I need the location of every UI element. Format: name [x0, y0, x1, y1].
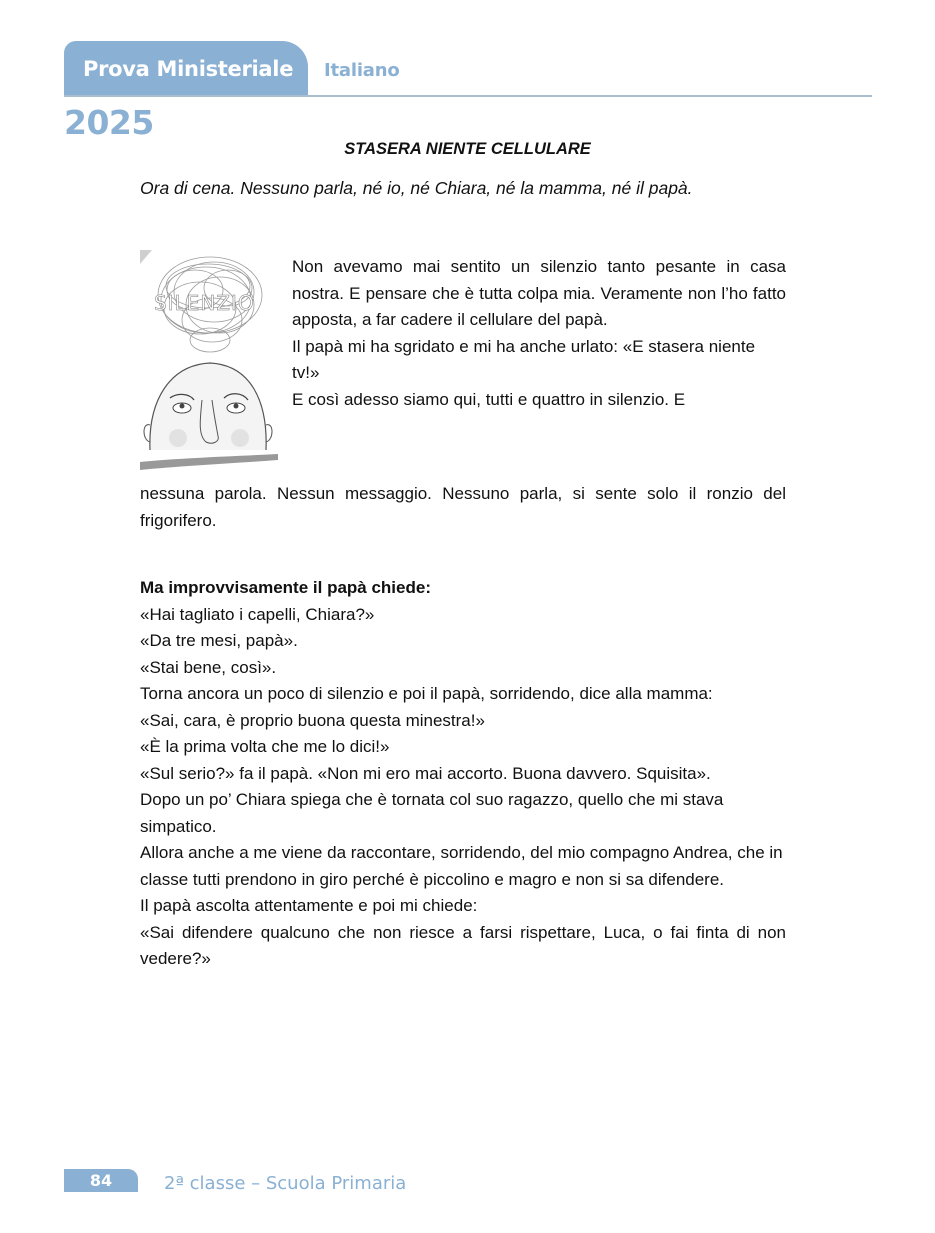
story-body-wrapped	[292, 254, 786, 413]
story-body-continuation	[140, 481, 786, 534]
paragraph: nessuna parola. Nessun messaggio. Nessuno parla, si sente solo il ronzio del frigorifero.	[140, 484, 786, 530]
dialogue-line: Dopo un po’ Chiara spiega che è tornata col suo ragazzo, quello che mi stava simpatico.	[140, 790, 724, 836]
story-title: STASERA NIENTE CELLULARE	[344, 140, 591, 158]
dialogue-line: «Sai difendere qualcuno che non riesce a farsi rispettare, Luca, o fai finta di non vedere?»	[140, 922, 786, 968]
class-label: 2ª classe – Scuola Primaria	[164, 1173, 407, 1194]
header-divider	[64, 95, 872, 97]
paragraph: E così adesso siamo qui, tutti e quattro in silenzio. E	[292, 389, 686, 409]
dialogue-line: Torna ancora un poco di silenzio e poi il papà, sorridendo, dice alla mamma:	[140, 684, 713, 703]
illustration-boy-silence-icon	[140, 250, 278, 470]
header-tab	[64, 41, 308, 96]
section-heading: Ma improvvisamente il papà chiede:	[140, 578, 431, 597]
paragraph: Il papà mi ha sgridato e mi ha anche urlato: «E stasera niente tv!»	[292, 336, 756, 382]
svg-text:SILENZIO: SILENZIO	[154, 291, 255, 315]
story-intro: Ora di cena. Nessuno parla, né io, né Chiara, né la mamma, né il papà.	[140, 178, 693, 198]
dialogue-line: «Hai tagliato i capelli, Chiara?»	[140, 604, 375, 624]
dialogue-line: «Da tre mesi, papà».	[140, 631, 298, 650]
dialogue-line: «Stai bene, così».	[140, 657, 277, 677]
dialogue-line: «È la prima volta che me lo dici!»	[140, 737, 390, 756]
dialogue-line: «Sai, cara, è proprio buona questa minestra!»	[140, 710, 485, 730]
exam-label: Prova Ministeriale	[83, 57, 294, 81]
dialogue-line: Allora anche a me viene da raccontare, sorridendo, del mio compagno Andrea, che in classe tutti prendono in giro perché è piccolino e magro e non si sa difendere.	[140, 843, 783, 889]
page-number: 84	[89, 1171, 113, 1190]
paragraph: Non avevamo mai sentito un silenzio tanto pesante in casa nostra. E pensare che è tutta colpa mia. Veramente non l’ho fatto apposta, a far cadere il cellulare del papà.	[292, 257, 786, 329]
subject-label: Italiano	[324, 60, 400, 81]
page-number-badge	[64, 1169, 138, 1192]
story-dialogue	[140, 575, 786, 973]
dialogue-line: «Sul serio?» fa il papà. «Non mi ero mai accorto. Buona davvero. Squisita».	[140, 763, 711, 783]
year-label: 2025	[64, 103, 154, 142]
dialogue-line: Il papà ascolta attentamente e poi mi chiede:	[140, 896, 478, 915]
